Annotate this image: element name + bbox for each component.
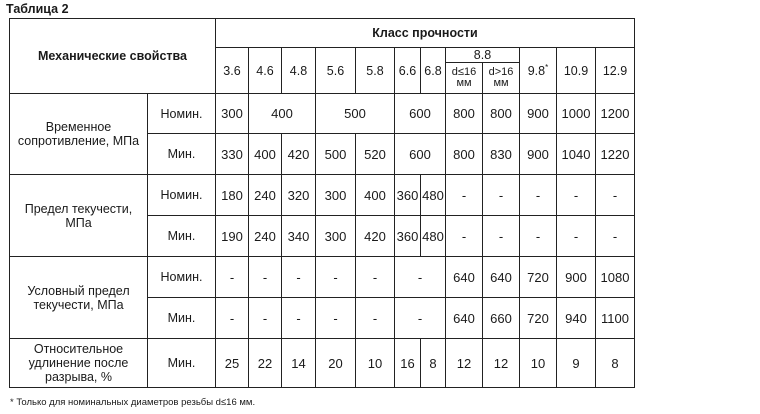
- table-cell: 10: [356, 339, 395, 388]
- class-9-8-label: 9.8: [527, 64, 546, 79]
- table-cell: 20: [316, 339, 356, 388]
- table-cell: 940: [557, 298, 596, 339]
- table-cell: -: [249, 257, 282, 298]
- class-4-8: 4.8: [282, 48, 316, 94]
- table-cell: 640: [446, 298, 483, 339]
- table-cell: 520: [356, 134, 395, 175]
- table-cell: -: [446, 216, 483, 257]
- table-cell: -: [596, 216, 635, 257]
- row-kind-nom: Номин.: [148, 257, 216, 298]
- class-8-8-d-gt16: [483, 63, 520, 94]
- class-3-6: 3.6: [216, 48, 249, 94]
- table-cell: 500: [316, 134, 356, 175]
- class-5-6: 5.6: [316, 48, 356, 94]
- table-cell: -: [483, 175, 520, 216]
- row-label-proof: Условный предел текучести, МПа: [10, 257, 148, 339]
- table-cell: 400: [249, 94, 316, 134]
- row-label-tensile: Временное сопротивление, МПа: [10, 94, 148, 175]
- table-cell: 12: [446, 339, 483, 388]
- table-cell: -: [216, 298, 249, 339]
- table-cell: 300: [316, 175, 356, 216]
- mechanical-properties-table: [9, 18, 635, 388]
- table-cell: 800: [446, 94, 483, 134]
- table-cell: -: [520, 175, 557, 216]
- table-cell: 8: [596, 339, 635, 388]
- table-cell: -: [395, 298, 446, 339]
- mech-props-header: Механические свойства: [10, 19, 216, 94]
- row-kind-min: Мин.: [148, 216, 216, 257]
- table-cell: 12: [483, 339, 520, 388]
- table-cell: -: [557, 216, 596, 257]
- table-cell: 8: [421, 339, 446, 388]
- table-cell: 300: [316, 216, 356, 257]
- table-cell: 480: [421, 175, 446, 216]
- table-cell: 420: [356, 216, 395, 257]
- class-5-8: 5.8: [356, 48, 395, 94]
- row-label-yield: Предел текучести, МПа: [10, 175, 148, 257]
- table-cell: 9: [557, 339, 596, 388]
- table-cell: 830: [483, 134, 520, 175]
- table-cell: 330: [216, 134, 249, 175]
- table-cell: 25: [216, 339, 249, 388]
- table-cell: 300: [216, 94, 249, 134]
- row-kind-min: Мин.: [148, 298, 216, 339]
- table-cell: 400: [356, 175, 395, 216]
- table-cell: -: [249, 298, 282, 339]
- table-cell: 420: [282, 134, 316, 175]
- unit-mm: мм: [456, 77, 472, 89]
- table-cell: 180: [216, 175, 249, 216]
- footnote: * Только для номинальных диаметров резьбы d≤16 мм.: [10, 397, 256, 408]
- table-cell: 240: [249, 216, 282, 257]
- table-cell: 480: [421, 216, 446, 257]
- d-gt16-label: d>16: [488, 66, 514, 78]
- strength-class-header: Класс прочности: [216, 19, 635, 48]
- table-cell: -: [446, 175, 483, 216]
- table-cell: 900: [520, 94, 557, 134]
- table-cell: 660: [483, 298, 520, 339]
- footnote-mark: *: [545, 62, 549, 72]
- table-cell: -: [395, 257, 446, 298]
- table-cell: 500: [316, 94, 395, 134]
- table-cell: -: [557, 175, 596, 216]
- class-12-9: 12.9: [596, 48, 635, 94]
- table-cell: -: [520, 216, 557, 257]
- table-cell: 640: [446, 257, 483, 298]
- table-cell: 360: [395, 216, 421, 257]
- table-cell: 1040: [557, 134, 596, 175]
- table-cell: 800: [483, 94, 520, 134]
- row-kind-min: Мин.: [148, 339, 216, 388]
- table-cell: 16: [395, 339, 421, 388]
- table-cell: 240: [249, 175, 282, 216]
- table-cell: 1220: [596, 134, 635, 175]
- d-le16-label: d≤16: [451, 66, 477, 78]
- class-8-8-d-le16: [446, 63, 483, 94]
- row-kind-nom: Номин.: [148, 94, 216, 134]
- table-cell: 1200: [596, 94, 635, 134]
- class-8-8: 8.8: [446, 48, 520, 63]
- table-caption: Таблица 2: [6, 2, 69, 16]
- table-cell: 10: [520, 339, 557, 388]
- row-kind-min: Мин.: [148, 134, 216, 175]
- class-9-8: [520, 48, 557, 94]
- table-cell: -: [356, 298, 395, 339]
- table-cell: 340: [282, 216, 316, 257]
- table-cell: -: [282, 257, 316, 298]
- table-cell: -: [356, 257, 395, 298]
- class-10-9: 10.9: [557, 48, 596, 94]
- table-cell: -: [596, 175, 635, 216]
- table-cell: 190: [216, 216, 249, 257]
- table-cell: -: [216, 257, 249, 298]
- table-cell: -: [316, 298, 356, 339]
- table-cell: 1100: [596, 298, 635, 339]
- table-cell: 720: [520, 257, 557, 298]
- table-cell: 1000: [557, 94, 596, 134]
- table-cell: 640: [483, 257, 520, 298]
- table-cell: 600: [395, 134, 446, 175]
- table-cell: 900: [557, 257, 596, 298]
- row-label-elongation: Относительное удлинение после разрыва, %: [10, 339, 148, 388]
- table-cell: 600: [395, 94, 446, 134]
- table-cell: 1080: [596, 257, 635, 298]
- table-cell: 360: [395, 175, 421, 216]
- table-cell: 900: [520, 134, 557, 175]
- table-cell: -: [316, 257, 356, 298]
- class-4-6: 4.6: [249, 48, 282, 94]
- table-cell: -: [282, 298, 316, 339]
- class-6-8: 6.8: [421, 48, 446, 94]
- row-kind-nom: Номин.: [148, 175, 216, 216]
- table-cell: 14: [282, 339, 316, 388]
- class-6-6: 6.6: [395, 48, 421, 94]
- table-cell: 22: [249, 339, 282, 388]
- table-cell: 400: [249, 134, 282, 175]
- table-cell: 320: [282, 175, 316, 216]
- table-cell: 800: [446, 134, 483, 175]
- table-cell: -: [483, 216, 520, 257]
- table-cell: 720: [520, 298, 557, 339]
- unit-mm: мм: [493, 77, 509, 89]
